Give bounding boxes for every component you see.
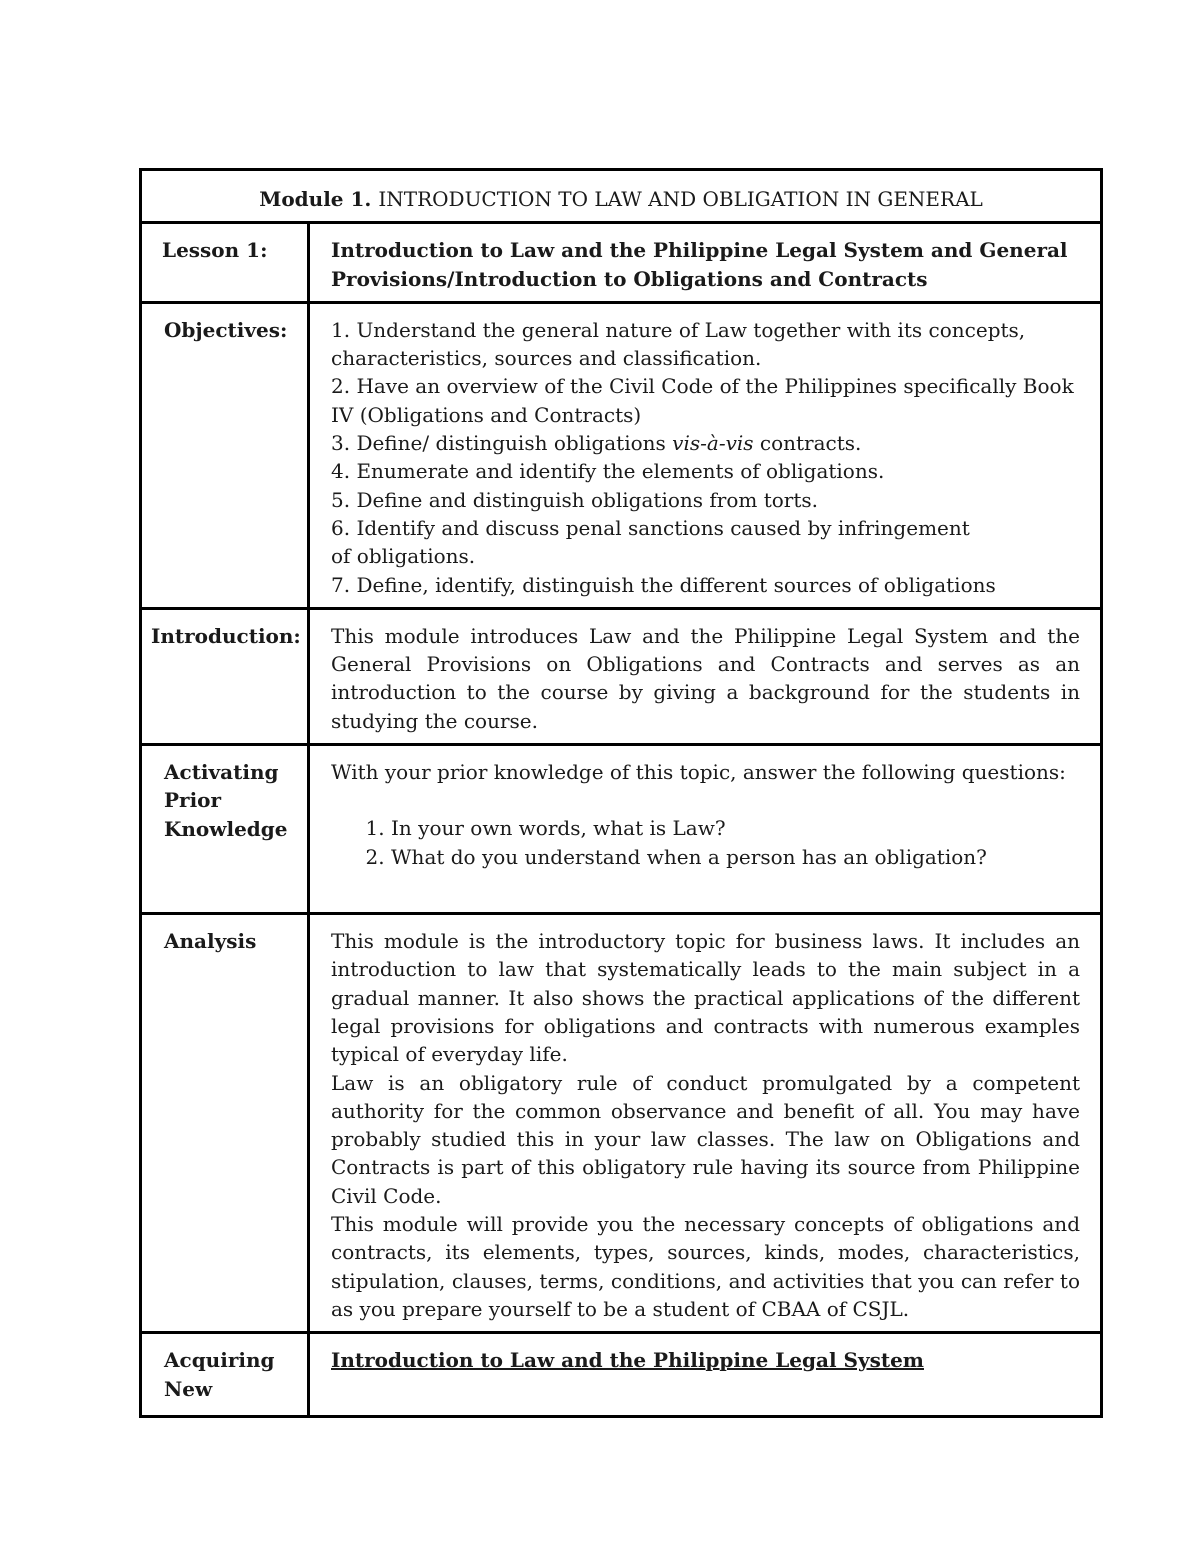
- question-item: 2. What do you understand when a person has an obligation?: [391, 843, 1080, 871]
- analysis-paragraph: This module is the introductory topic for business laws. It includes an introduction to law that systematically leads to the main subject in a gradual manner. It also shows the practical applications of the different legal provisions for obligations and contracts with numerous examples typical of everyday life.: [331, 929, 1080, 1067]
- objective-line: characteristics, sources and classification.: [331, 346, 762, 371]
- introduction-row: [141, 608, 1102, 744]
- question-list: [331, 814, 1080, 871]
- module-title-text: INTRODUCTION TO LAW AND OBLIGATION IN GENERAL: [378, 187, 983, 211]
- analysis-paragraph: Law is an obligatory rule of conduct promulgated by a competent authority for the common observance and benefit of all. You may have probably studied this in your law classes. The law on Obligations and Contracts is part of this obligatory rule having its source from Philippine Civil Code.: [331, 1070, 1080, 1208]
- objective-line: [331, 429, 1080, 457]
- introduction-text: This module introduces Law and the Philippine Legal System and the General Provisions on Obligations and Contracts and serves as an introduction to the course by giving a background for the students in studying the course.: [309, 608, 1102, 744]
- objectives-list: [309, 302, 1102, 608]
- analysis-paragraph: This module will provide you the necessary concepts of obligations and contracts, its elements, types, sources, kinds, modes, characteristics, stipulation, clauses, terms, conditions, and activities that you can refer to as you prepare yourself to be a student of CBAA of CSJL.: [331, 1212, 1080, 1321]
- objective-line: 7. Define, identify, distinguish the different sources of obligations: [331, 572, 996, 597]
- question-item: 1. In your own words, what is Law?: [391, 814, 1080, 842]
- module-title: [141, 170, 1102, 223]
- acquiring-content: [309, 1333, 1102, 1417]
- activating-content: [309, 745, 1102, 914]
- activating-label-line: Prior: [164, 788, 222, 813]
- lesson-title-line: Introduction to Law and the Philippine Legal System and General: [331, 238, 1068, 263]
- activating-label: [141, 745, 309, 914]
- analysis-row: [141, 914, 1102, 1333]
- acquiring-label: [141, 1333, 309, 1417]
- acquiring-label-line: Acquiring: [164, 1348, 275, 1373]
- introduction-label: Introduction:: [141, 608, 309, 744]
- objective-line: of obligations.: [331, 544, 476, 569]
- activating-label-line: Knowledge: [164, 816, 288, 841]
- analysis-label: Analysis: [141, 914, 309, 1333]
- module-table: [139, 168, 1103, 1418]
- lesson-title-line: Provisions/Introduction to Obligations and Contracts: [331, 266, 928, 291]
- objective-line: IV (Obligations and Contracts): [331, 402, 642, 427]
- objective-text: 3. Define/ distinguish obligations: [331, 431, 673, 456]
- objective-italic-term: vis-à-vis: [672, 431, 754, 456]
- activating-row: [141, 745, 1102, 914]
- objective-line: 6. Identify and discuss penal sanctions caused by infringement: [331, 515, 970, 540]
- lesson-title: [309, 223, 1102, 303]
- activating-prompt: With your prior knowledge of this topic, answer the following questions:: [331, 760, 1066, 785]
- module-title-prefix: Module 1.: [259, 187, 372, 211]
- objective-text: contracts.: [753, 431, 862, 456]
- objective-line: 2. Have an overview of the Civil Code of the Philippines specifically Book: [331, 374, 1074, 399]
- acquiring-heading: Introduction to Law and the Philippine Legal System: [331, 1348, 924, 1373]
- acquiring-row: [141, 1333, 1102, 1417]
- objective-line: 1. Understand the general nature of Law together with its concepts,: [331, 317, 1026, 342]
- objective-line: 4. Enumerate and identify the elements of obligations.: [331, 459, 885, 484]
- activating-label-line: Activating: [164, 760, 279, 785]
- lesson-label: Lesson 1:: [141, 223, 309, 303]
- objective-line: 5. Define and distinguish obligations from torts.: [331, 487, 819, 512]
- objectives-label: Objectives:: [141, 302, 309, 608]
- analysis-content: [309, 914, 1102, 1333]
- objectives-row: [141, 302, 1102, 608]
- acquiring-label-line: New: [164, 1376, 213, 1401]
- module-title-row: [141, 170, 1102, 223]
- lesson-row: [141, 223, 1102, 303]
